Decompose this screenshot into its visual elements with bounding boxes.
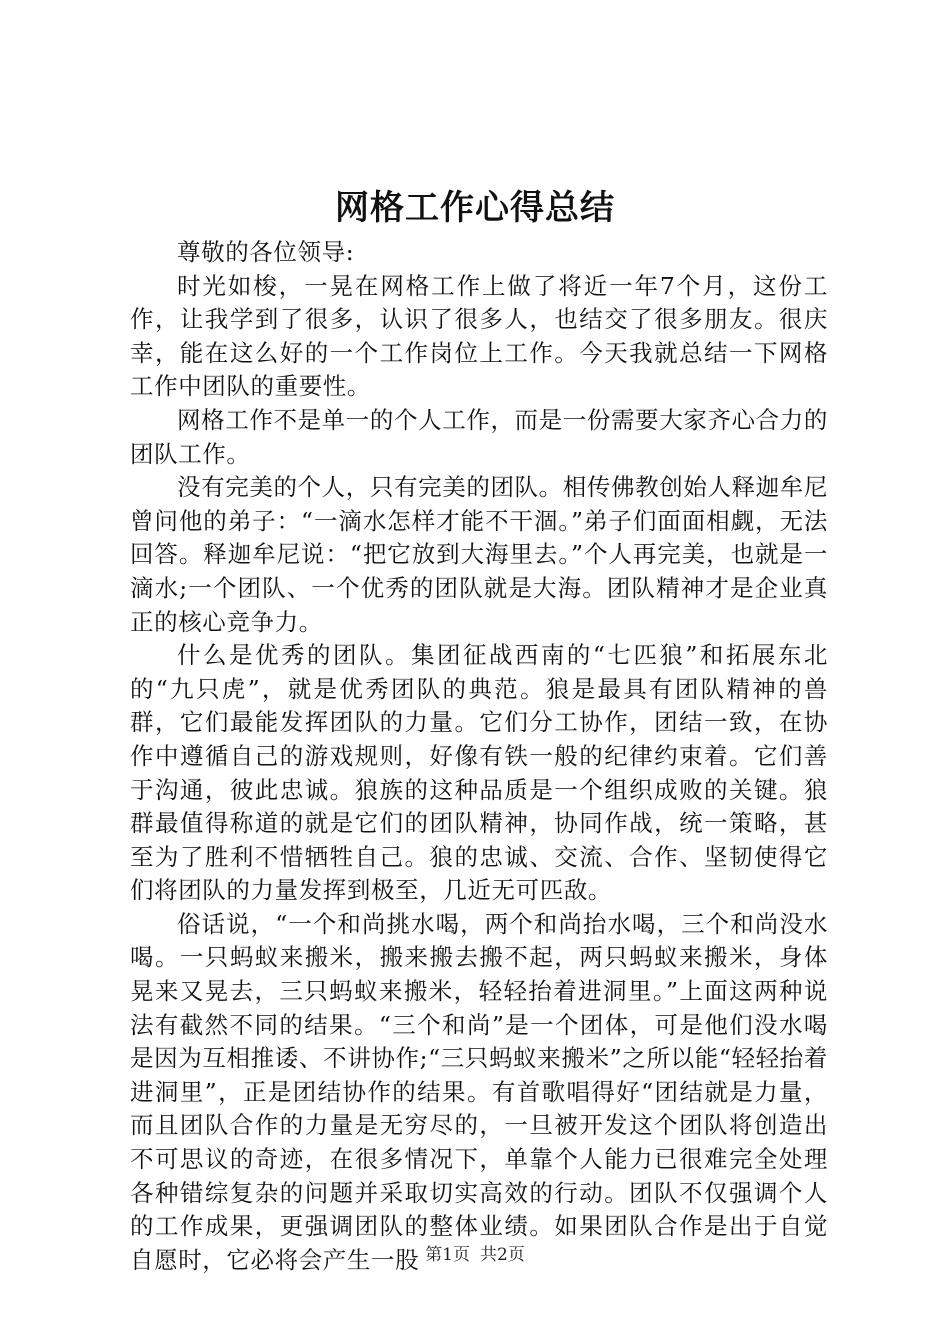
- document-body: [130, 236, 828, 1277]
- document-title: 网格工作心得总结: [335, 188, 615, 228]
- paragraph: 俗话说，“一个和尚挑水喝，两个和尚抬水喝，三个和尚没水喝。一只蚂蚁来搬米，搬来搬去搬不起，两只蚂蚁来搬米，身体晃来又晃去，三只蚂蚁来搬米，轻轻抬着进洞里。”上面这两种说法有截然不同的结果。“三个和尚”是一个团体，可是他们没水喝是因为互相推诿、不讲协作;“三只蚂蚁来搬米”之所以能“轻轻抬着进洞里”，正是团结协作的结果。有首歌唱得好“团结就是力量，而且团队合作的力量是无穷尽的，一旦被开发这个团队将创造出不可思议的奇迹，在很多情况下，单靠个人能力已很难完全处理各种错综复杂的问题并采取切实高效的行动。团队不仅强调个人的工作成果，更强调团队的整体业绩。如果团队合作是出于自觉自愿时，它必将会产生一股: [130, 909, 828, 1274]
- paragraph: 什么是优秀的团队。集团征战西南的“七匹狼”和拓展东北的“九只虎”，就是优秀团队的典范。狼是最具有团队精神的兽群，它们最能发挥团队的力量。它们分工协作，团结一致，在协作中遵循自己的游戏规则，好像有铁一般的纪律约束着。它们善于沟通，彼此忠诚。狼族的这种品质是一个组织成败的关键。狼群最值得称道的就是它们的团队精神，协同作战，统一策略，甚至为了胜利不惜牺牲自己。狼的忠诚、交流、合作、坚韧使得它们将团队的力量发挥到极至，几近无可匹敌。: [130, 641, 828, 905]
- salutation: 尊敬的各位领导:: [177, 238, 355, 266]
- page-total: 共2页: [480, 1245, 525, 1265]
- paragraph: 没有完美的个人，只有完美的团队。相传佛教创始人释迦牟尼曾问他的弟子：“一滴水怎样才能不干涸。”弟子们面面相觑，无法回答。释迦牟尼说：“把它放到大海里去。”个人再完美，也就是一滴水;一个团队、一个优秀的团队就是大海。团队精神才是企业真正的核心竞争力。: [130, 473, 828, 636]
- paragraph: 网格工作不是单一的个人工作，而是一份需要大家齐心合力的团队工作。: [130, 405, 828, 468]
- page-footer: [0, 1243, 950, 1267]
- paragraph: 时光如梭，一晃在网格工作上做了将近一年7个月，这份工作，让我学到了很多，认识了很多人，也结交了很多朋友。很庆幸，能在这么好的一个工作岗位上工作。今天我就总结一下网格工作中团队的重要性。: [130, 271, 828, 401]
- page-number: 第1页: [425, 1245, 470, 1265]
